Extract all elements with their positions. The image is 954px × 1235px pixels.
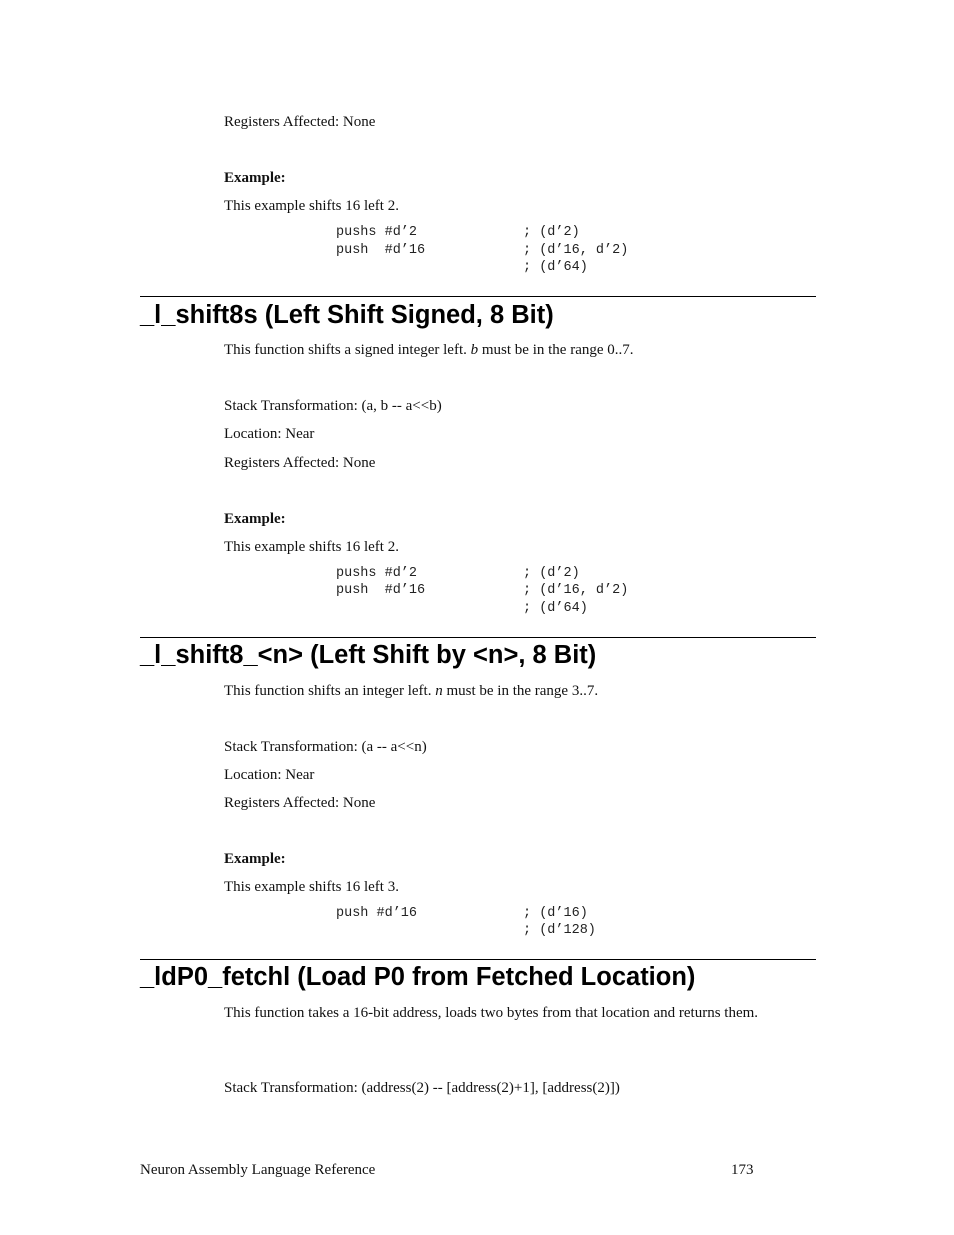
example-description: This example shifts 16 left 2. [224,198,399,214]
code-instr: pushs #d’2 [336,225,418,240]
code-comment: ; (d’64) [523,260,588,275]
code-comment: ; (d’16) [523,906,588,921]
section-description: This function shifts an integer left. n must be in the range 3..7. [224,683,599,699]
example-heading: Example: [224,511,286,527]
registers-affected: Registers Affected: None [224,114,376,130]
section-title: _ldP0_fetchl (Load P0 from Fetched Location) [140,963,696,991]
registers-affected: Registers Affected: None [224,795,376,811]
code-instr: push #d’16 [336,243,426,258]
code-instr: push #d’16 [336,906,418,921]
location: Location: Near [224,767,315,783]
registers-affected: Registers Affected: None [224,455,376,471]
section-description: This function takes a 16-bit address, loads two bytes from that location and returns them. [224,1005,759,1021]
variable-name: b [470,342,479,358]
variable-name: n [435,683,443,699]
code-instr: pushs #d’2 [336,566,418,581]
example-heading: Example: [224,170,286,186]
example-heading: Example: [224,851,286,867]
code-comment: ; (d’16, d’2) [523,243,629,258]
page-number: 173 [731,1162,754,1178]
code-comment: ; (d’2) [523,225,580,240]
section-divider [140,959,816,960]
example-description: This example shifts 16 left 2. [224,539,399,555]
section-title: _l_shift8s (Left Shift Signed, 8 Bit) [140,301,554,329]
code-comment: ; (d’2) [523,566,580,581]
stack-transformation: Stack Transformation: (a -- a<<n) [224,739,427,755]
stack-transformation: Stack Transformation: (a, b -- a<<b) [224,398,442,414]
code-comment: ; (d’128) [523,923,596,938]
location: Location: Near [224,426,315,442]
code-instr: push #d’16 [336,583,426,598]
section-title: _l_shift8_<n> (Left Shift by <n>, 8 Bit) [140,641,597,669]
section-description: This function shifts a signed integer left. b must be in the range 0..7. [224,342,634,358]
footer-title: Neuron Assembly Language Reference [140,1162,376,1178]
code-comment: ; (d’64) [523,601,588,616]
stack-transformation: Stack Transformation: (address(2) -- [address(2)+1], [address(2)]) [224,1080,620,1096]
section-divider [140,296,816,297]
example-description: This example shifts 16 left 3. [224,879,399,895]
section-divider [140,637,816,638]
code-comment: ; (d’16, d’2) [523,583,629,598]
